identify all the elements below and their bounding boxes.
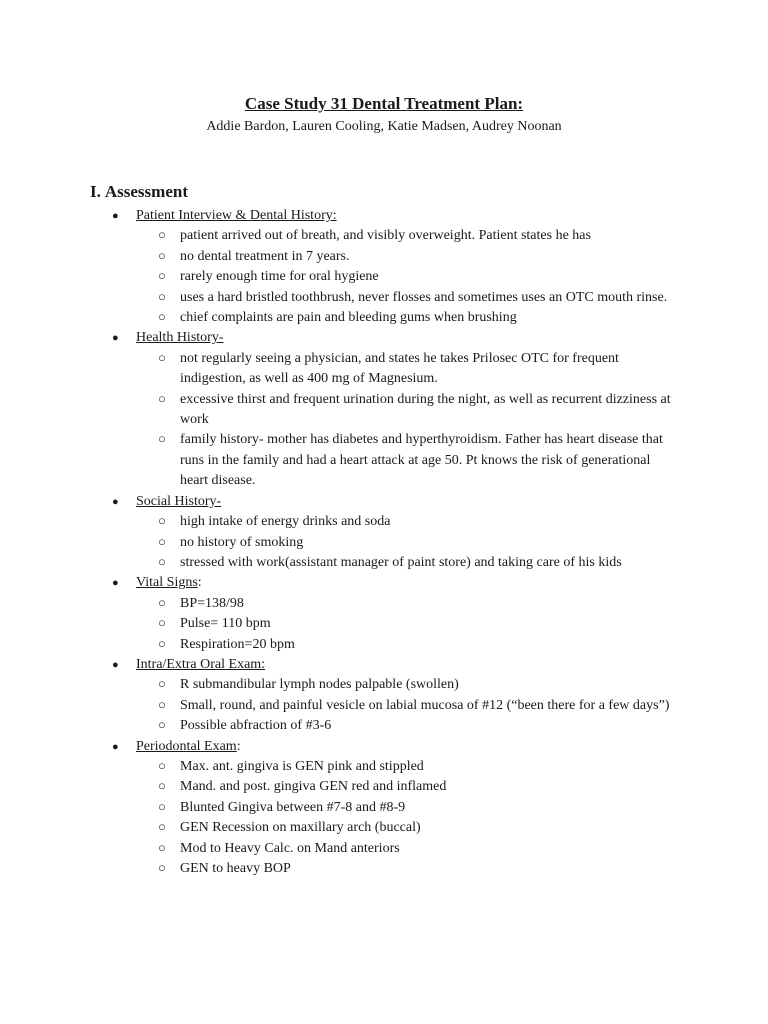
sub-list (136, 512, 676, 573)
list-item: ○ uses a hard bristled toothbrush, never flosses and sometimes uses an OTC mouth rinse. (180, 288, 676, 308)
list-item: ○ GEN Recession on maxillary arch (buccal) (180, 818, 676, 838)
list-item: ○ no dental treatment in 7 years. (180, 247, 676, 267)
list-item: ○ Mod to Heavy Calc. on Mand anteriors (180, 839, 676, 859)
list-item: ○ patient arrived out of breath, and visibly overweight. Patient states he has (180, 226, 676, 246)
category-label: Intra/Extra Oral Exam: (136, 656, 266, 672)
category-label: Periodontal Exam (136, 738, 237, 754)
assessment-list (0, 206, 676, 879)
list-item: ○ Max. ant. gingiva is GEN pink and stippled (180, 757, 676, 777)
section-title: Assessment (104, 182, 188, 201)
category-label: Social History- (136, 493, 222, 509)
section-number: I. (90, 182, 101, 201)
list-item: ○ chief complaints are pain and bleeding gums when brushing (180, 308, 676, 328)
sub-list (136, 349, 676, 492)
sub-list (136, 757, 676, 879)
list-item: ○ not regularly seeing a physician, and states he takes Prilosec OTC for frequent indigestion, as well as 400 mg of Magnesium. (180, 349, 676, 390)
category-label: Vital Signs (136, 575, 198, 591)
sub-list (136, 226, 676, 328)
sub-list (136, 675, 676, 736)
list-item: ○ Respiration=20 bpm (180, 635, 676, 655)
list-item: ○ Small, round, and painful vesicle on labial mucosa of #12 (“been there for a few days”) (180, 696, 676, 716)
list-item: ○ rarely enough time for oral hygiene (180, 267, 676, 287)
list-item: ○ R submandibular lymph nodes palpable (swollen) (180, 675, 676, 695)
category-label: Health History- (136, 330, 224, 346)
category-item (0, 737, 676, 880)
category-suffix: : (236, 738, 241, 754)
list-item: ○ Blunted Gingiva between #7-8 and #8-9 (180, 798, 676, 818)
list-item: ○ stressed with work(assistant manager of paint store) and taking care of his kids (180, 553, 676, 573)
category-suffix: : (197, 575, 202, 591)
list-item: ○ Pulse= 110 bpm (180, 614, 676, 634)
category-item (0, 655, 676, 737)
list-item: ○ Possible abfraction of #3-6 (180, 716, 676, 736)
category-item (0, 573, 676, 655)
list-item: ○ excessive thirst and frequent urination during the night, as well as recurrent dizziness at work (180, 390, 676, 431)
category-item (0, 328, 676, 491)
list-item: ○ high intake of energy drinks and soda (180, 512, 676, 532)
sub-list (136, 594, 676, 655)
list-item: ○ family history- mother has diabetes and hyperthyroidism. Father has heart disease that runs in the family and had a heart attack at age 50. Pt knows the risk of generational heart disease. (180, 430, 676, 491)
section-heading (90, 182, 188, 202)
list-item: ○ no history of smoking (180, 533, 676, 553)
document-authors: Addie Bardon, Lauren Cooling, Katie Madsen, Audrey Noonan (206, 119, 562, 134)
category-item (0, 206, 676, 328)
list-item: ○ Mand. and post. gingiva GEN red and inflamed (180, 777, 676, 797)
document-title: Case Study 31 Dental Treatment Plan: (244, 94, 524, 113)
category-item (0, 492, 676, 574)
list-item: ○ GEN to heavy BOP (180, 859, 676, 879)
list-item: ○ BP=138/98 (180, 594, 676, 614)
category-label: Patient Interview & Dental History: (136, 208, 337, 223)
